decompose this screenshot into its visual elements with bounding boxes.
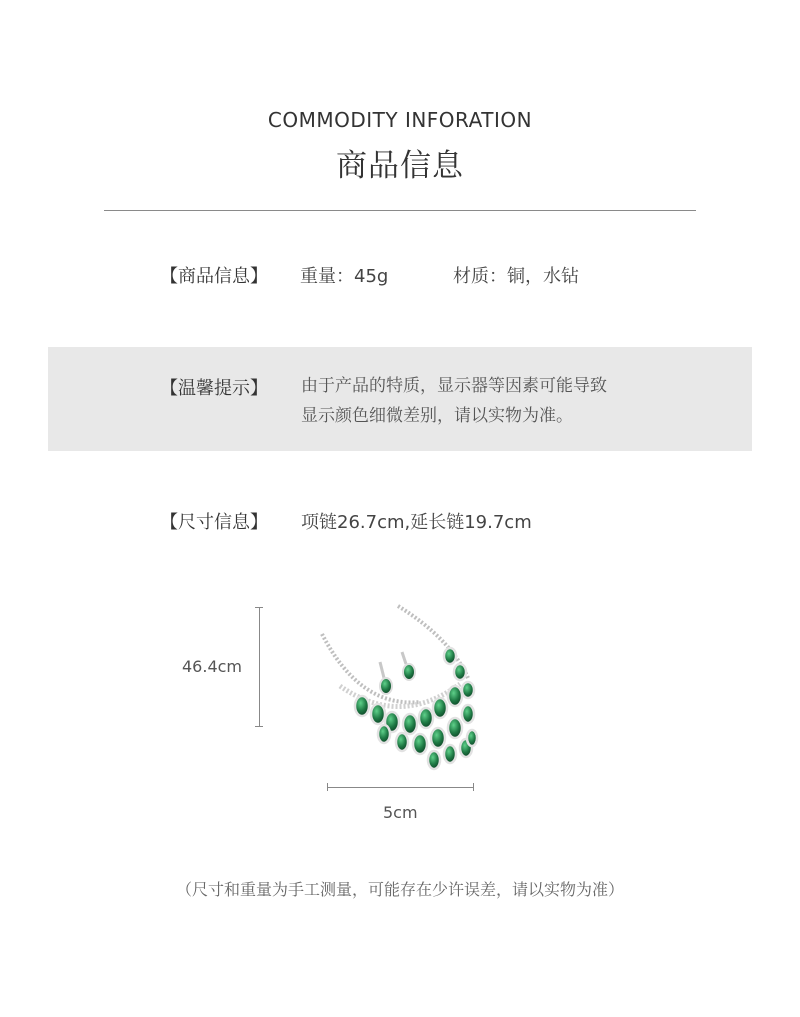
width-measure-label: 5cm xyxy=(383,803,418,822)
width-tick-right xyxy=(473,783,474,791)
material-value: 材质：铜，水钻 xyxy=(453,266,579,287)
notice-line-1: 由于产品的特质，显示器等因素可能导致 xyxy=(301,376,607,396)
title-chinese: 商品信息 xyxy=(336,148,464,184)
necklace-earrings-image xyxy=(300,598,490,774)
height-measure-line xyxy=(259,607,260,727)
measurement-note: （尺寸和重量为手工测量，可能存在少许误差，请以实物为准） xyxy=(175,880,624,899)
height-measure-label: 46.4cm xyxy=(182,657,243,676)
weight-value: 重量：45g xyxy=(300,266,389,287)
notice-label: 【温馨提示】 xyxy=(160,378,268,399)
width-measure-line xyxy=(327,787,474,788)
height-tick-top xyxy=(255,607,263,608)
width-tick-left xyxy=(327,783,328,791)
size-value: 项链26.7cm,延长链19.7cm xyxy=(301,512,532,533)
header-divider xyxy=(104,210,696,211)
size-label: 【尺寸信息】 xyxy=(160,512,268,533)
info-label: 【商品信息】 xyxy=(160,266,268,287)
height-tick-bottom xyxy=(255,726,263,727)
notice-line-2: 显示颜色细微差别，请以实物为准。 xyxy=(301,406,573,426)
title-english: COMMODITY INFORATION xyxy=(267,108,533,132)
